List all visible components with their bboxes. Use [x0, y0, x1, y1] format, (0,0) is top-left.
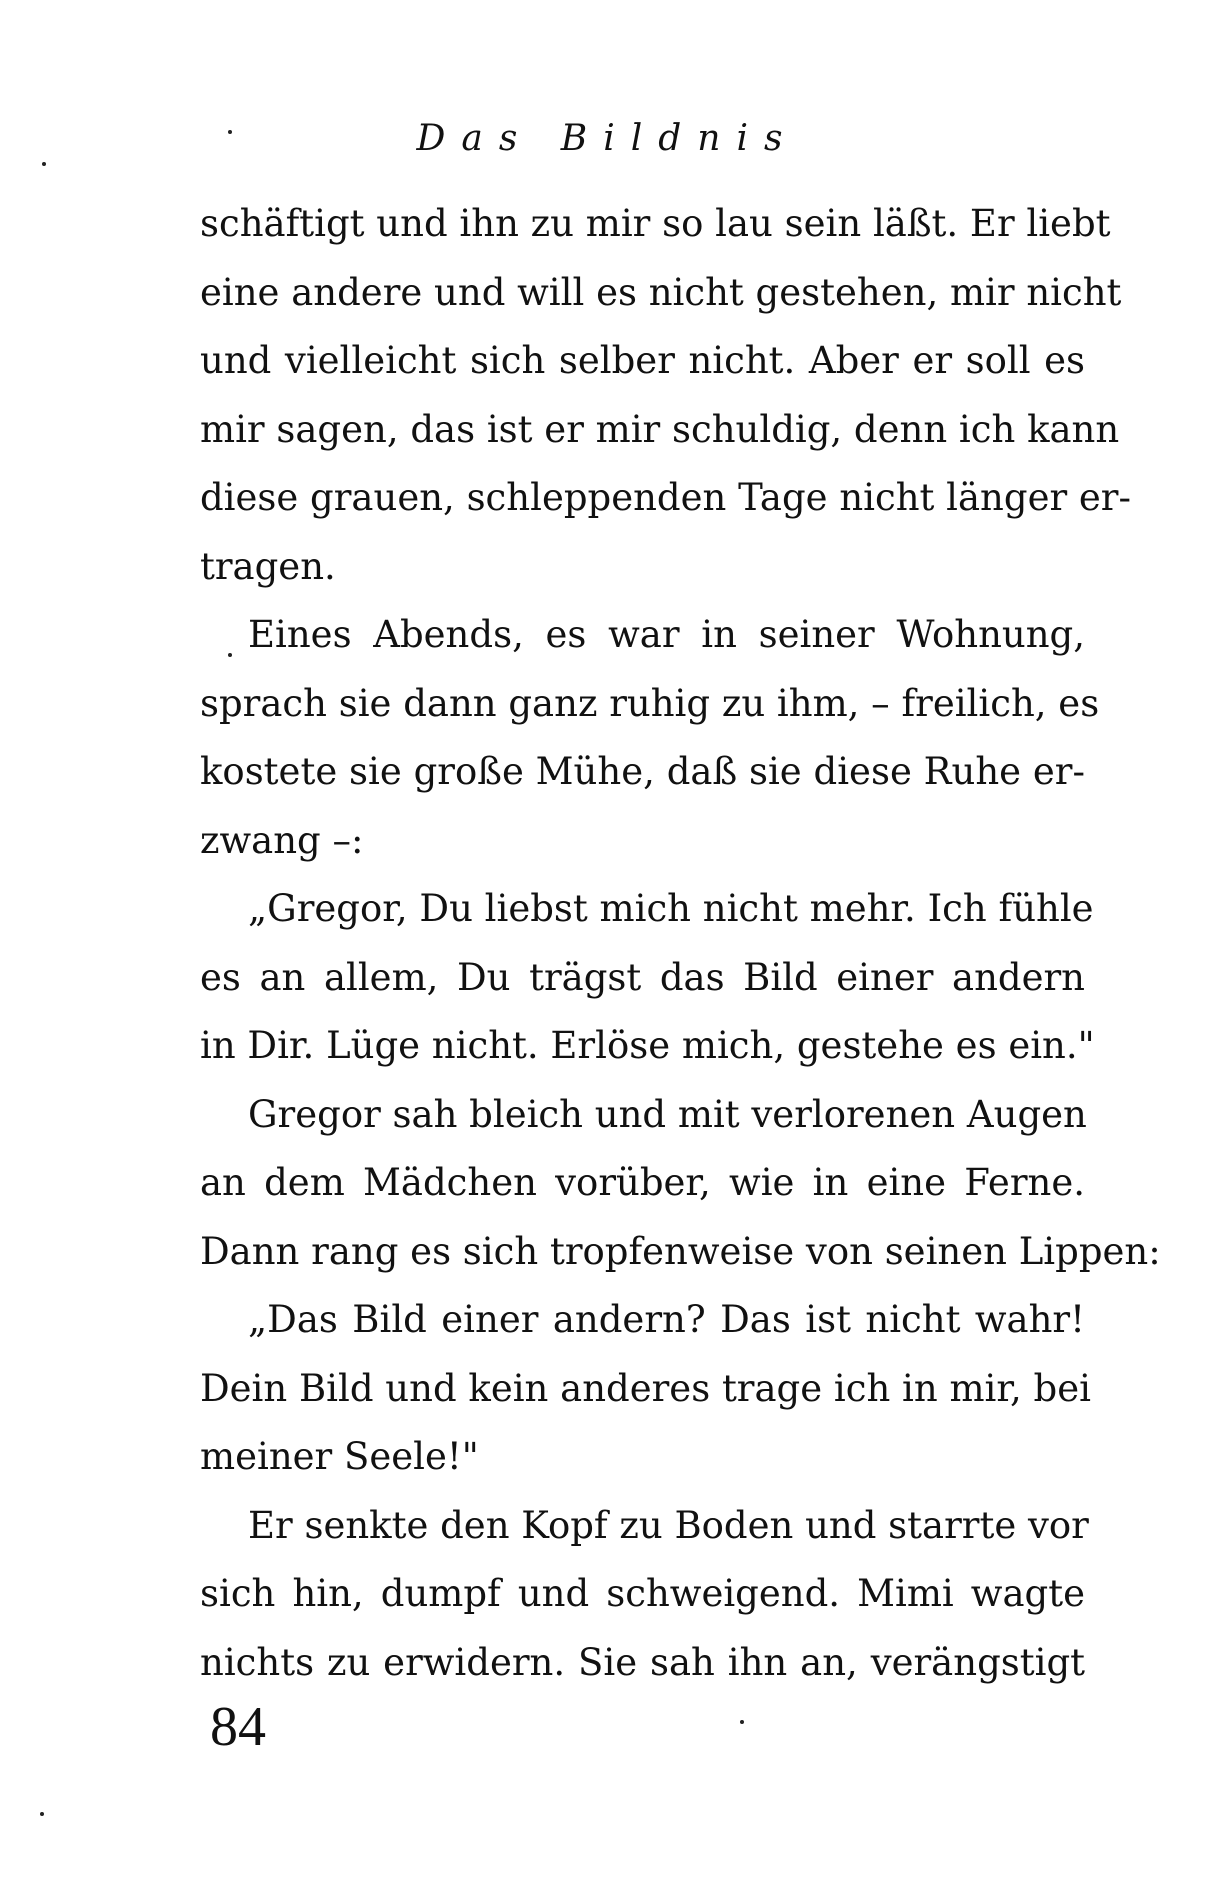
text-line: und vielleicht sich selber nicht. Aber er soll es: [200, 339, 1085, 382]
text-line: schäftigt und ihn zu mir so lau sein läßt. Er liebt: [200, 202, 1111, 245]
scan-speck: [228, 653, 232, 657]
text-line: in Dir. Lüge nicht. Erlöse mich, gestehe es ein.": [200, 1024, 1095, 1067]
text-line: sprach sie dann ganz ruhig zu ihm, – freilich, es: [200, 681, 1100, 725]
text-line: mir sagen, das ist er mir schuldig, denn ich kann: [200, 407, 1120, 451]
text-line: „Das Bild einer andern? Das ist nicht wahr!: [248, 1298, 1085, 1341]
text-line: an dem Mädchen vorüber, wie in eine Ferne.: [200, 1161, 1085, 1204]
text-line: „Gregor, Du liebst mich nicht mehr. Ich fühle: [248, 887, 1094, 930]
text-line: Dann rang es sich tropfenweise von seinen Lippen:: [200, 1229, 1161, 1273]
text-line: Gregor sah bleich und mit verlorenen Augen: [248, 1092, 1087, 1136]
body-text: [200, 190, 1161, 1697]
text-line: diese grauen, schleppenden Tage nicht länger er-: [200, 476, 1131, 519]
text-line: zwang –:: [200, 818, 364, 862]
running-title: Das Bildnis: [416, 118, 799, 159]
scan-speck: [42, 162, 46, 166]
text-line: nichts zu erwidern. Sie sah ihn an, verängstigt: [200, 1640, 1085, 1684]
scan-speck: [740, 1720, 744, 1724]
text-line: sich hin, dumpf und schweigend. Mimi wagte: [200, 1572, 1085, 1615]
text-line: Dein Bild und kein anderes trage ich in mir, bei: [200, 1366, 1091, 1410]
text-line: tragen.: [200, 544, 336, 588]
text-line: meiner Seele!": [200, 1435, 479, 1478]
text-line: Er senkte den Kopf zu Boden und starrte vor: [248, 1503, 1089, 1547]
text-line: kostete sie große Mühe, daß sie diese Ruhe er-: [200, 750, 1085, 793]
text-line: Eines Abends, es war in seiner Wohnung,: [248, 613, 1085, 656]
text-line: es an allem, Du trägst das Bild einer andern: [200, 955, 1085, 999]
page-number: 84: [210, 1696, 266, 1758]
text-line: eine andere und will es nicht gestehen, mir nicht: [200, 270, 1122, 314]
scan-speck: [40, 1812, 44, 1816]
scan-speck: [228, 130, 232, 134]
